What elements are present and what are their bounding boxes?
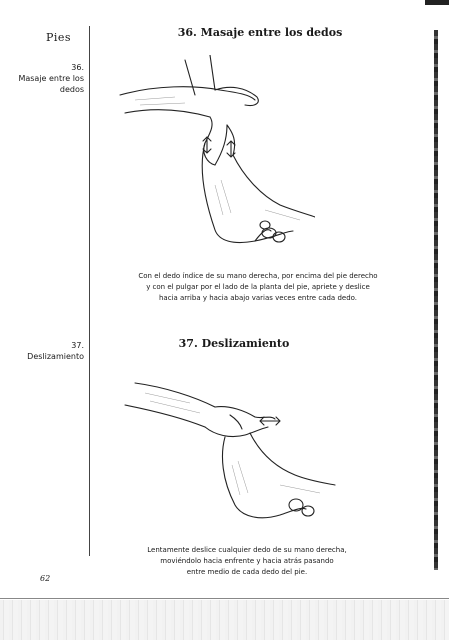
- foot-massage-illustration-36: [115, 55, 315, 255]
- scan-edge-mark: [425, 0, 449, 5]
- side-label-line: dedos: [59, 85, 84, 94]
- foot-glide-illustration-37: [120, 375, 340, 535]
- side-label-line: Masaje entre los: [18, 74, 84, 83]
- caption-37: [97, 545, 397, 578]
- section-title: Pies: [46, 31, 72, 44]
- caption-line: Con el dedo índice de su mano derecha, por encima del pie derecho: [138, 272, 378, 280]
- side-label-line: Deslizamiento: [27, 352, 84, 361]
- side-number: 37.: [71, 341, 84, 350]
- page-number: 62: [40, 574, 51, 583]
- caption-line: moviéndolo hacia enfrente y hacia atrás pasando: [160, 557, 334, 565]
- caption-line: y con el pulgar por el lado de la planta del pie, apriete y deslice: [146, 283, 370, 291]
- sidebar-divider: [89, 26, 90, 556]
- side-number-36: [18, 62, 84, 95]
- heading-37: 37. Deslizamiento: [178, 337, 290, 350]
- caption-line: entre medio de cada dedo del pie.: [186, 568, 308, 576]
- scan-bottom-divider: [0, 598, 449, 599]
- side-number: 36.: [71, 63, 84, 72]
- caption-36: [108, 271, 408, 304]
- heading-36: 36. Masaje entre los dedos: [177, 26, 343, 39]
- caption-line: hacia arriba y hacia abajo varias veces entre cada dedo.: [158, 294, 358, 302]
- caption-line: Lentamente deslice cualquier dedo de su mano derecha,: [147, 546, 347, 554]
- scan-bottom-band: [0, 600, 449, 640]
- side-number-37: [27, 340, 84, 362]
- binding-edge: [434, 30, 438, 570]
